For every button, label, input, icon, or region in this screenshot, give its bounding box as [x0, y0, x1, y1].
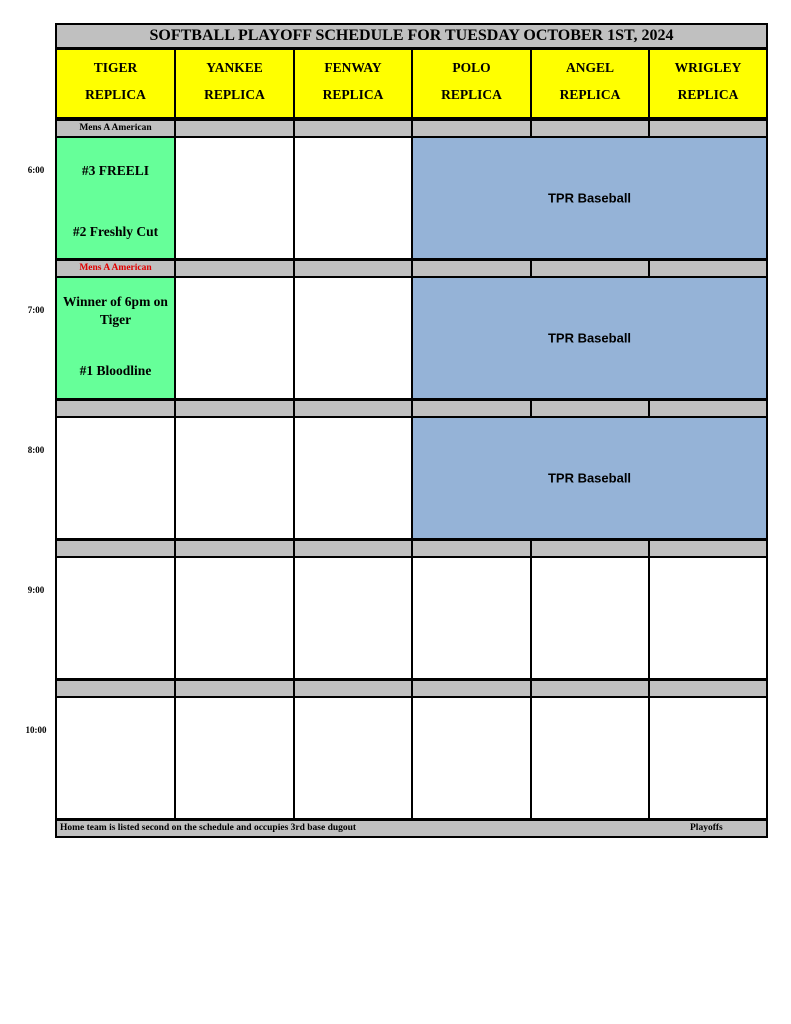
empty-cell [293, 416, 413, 540]
empty-cell [55, 416, 176, 540]
field-sub: REPLICA [441, 87, 502, 102]
footer-tag: Playoffs [690, 823, 723, 833]
field-name: TIGER [93, 60, 138, 75]
empty-cell [411, 556, 532, 680]
field-name: YANKEE [206, 60, 263, 75]
blocked-cell [411, 416, 768, 540]
field-header-polo [411, 48, 532, 119]
empty-cell [174, 696, 295, 820]
field-header-wrigley [648, 48, 768, 119]
empty-cell [648, 696, 768, 820]
time-label: 10:00 [25, 725, 47, 735]
empty-cell [55, 696, 176, 820]
game-cell [55, 136, 176, 260]
time-label: 9:00 [27, 585, 45, 595]
empty-cell [293, 136, 413, 260]
game-cell [55, 276, 176, 400]
field-sub: REPLICA [677, 87, 739, 102]
footer-bar [55, 819, 768, 838]
empty-cell [174, 416, 295, 540]
field-name: WRIGLEY [674, 60, 742, 75]
field-header-tiger [55, 48, 176, 119]
slot-label: Mens A American [55, 259, 176, 278]
away-team: Winner of 6pm on Tiger [63, 294, 168, 327]
footer-note: Home team is listed second on the schedule and occupies 3rd base dugout [60, 823, 357, 833]
field-name: POLO [452, 60, 491, 75]
empty-cell [293, 696, 413, 820]
schedule-title: SOFTBALL PLAYOFF SCHEDULE FOR TUESDAY OCTOBER 1ST, 2024 [55, 23, 768, 49]
field-header-yankee [174, 48, 295, 119]
time-label: 8:00 [27, 445, 45, 455]
empty-cell [530, 696, 650, 820]
slot-label: Mens A American [55, 119, 176, 138]
field-sub: REPLICA [322, 87, 384, 102]
empty-cell [293, 276, 413, 400]
field-sub: REPLICA [85, 87, 146, 102]
time-label: 6:00 [27, 165, 45, 175]
empty-cell [55, 556, 176, 680]
home-team: #2 Freshly Cut [72, 224, 159, 239]
empty-cell [174, 136, 295, 260]
field-name: ANGEL [565, 60, 614, 75]
blocked-cell [411, 276, 768, 400]
blocked-cell [411, 136, 768, 260]
blocked-label: TPR Baseball [547, 330, 632, 346]
empty-cell [648, 556, 768, 680]
field-header-angel [530, 48, 650, 119]
empty-cell [174, 556, 295, 680]
empty-cell [293, 556, 413, 680]
blocked-label: TPR Baseball [547, 470, 632, 486]
blocked-label: TPR Baseball [547, 190, 632, 206]
empty-cell [411, 696, 532, 820]
time-label: 7:00 [27, 305, 45, 315]
empty-cell [174, 276, 295, 400]
home-team: #1 Bloodline [79, 363, 152, 378]
field-sub: REPLICA [204, 87, 265, 102]
field-sub: REPLICA [559, 87, 621, 102]
away-team: #3 FREELI [81, 163, 150, 178]
empty-cell [530, 556, 650, 680]
field-header-fenway [293, 48, 413, 119]
field-name: FENWAY [324, 60, 382, 75]
